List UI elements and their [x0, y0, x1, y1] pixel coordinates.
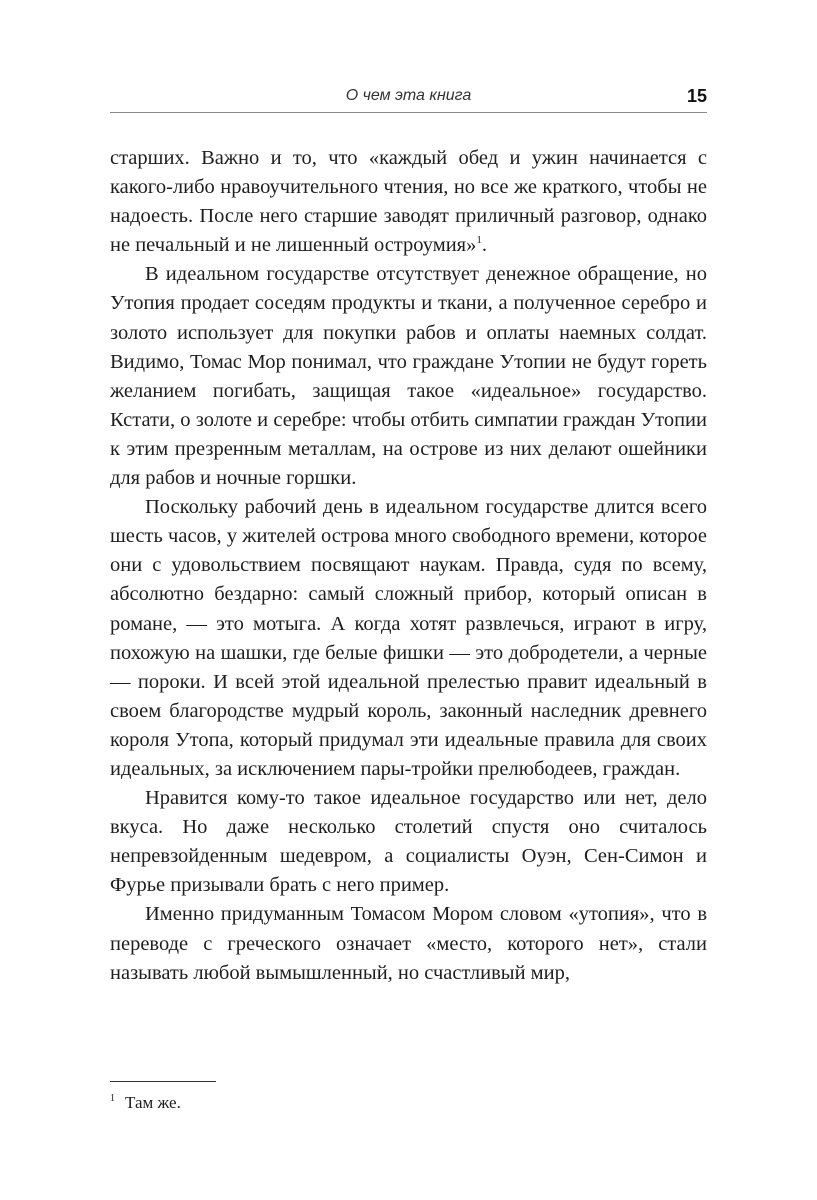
- body-text: [110, 144, 707, 988]
- paragraph-1: [110, 144, 707, 260]
- footnote-text: Там же.: [125, 1093, 181, 1112]
- paragraph-1-text: старших. Важно и то, что «каждый обед и ужин начинается с какого-либо нравоучительного чтения, но все же краткого, чтобы не надоесть. После него старшие заводят приличный разговор, однако не печальный и не лишенный остроумия»: [110, 147, 707, 257]
- footnote: [110, 1092, 181, 1114]
- footnote-marker: 1: [110, 1093, 115, 1105]
- paragraph-1-trailing: .: [481, 234, 487, 257]
- paragraph-4: Нравится кому-то такое идеальное государство или нет, дело вкуса. Но даже несколько столетий спустя оно считалось непревзойденным шедевром, а социалисты Оуэн, Сен-Симон и Фурье призывали брать с него пример.: [110, 787, 707, 897]
- page-number: 15: [686, 86, 707, 106]
- paragraph-3: Поскольку рабочий день в идеальном государстве длится всего шесть часов, у жителей острова много свободного времени, которое они с удовольствием посвящают наукам. Правда, судя по всему, абсолютно бездарно: самый сложный прибор, который описан в романе, — это мотыга. А когда хотят развлечься, играют в игру, похожую на шашки, где белые фишки — это добродетели, а черные — пороки. И всей этой идеальной прелестью правит идеальный в своем благородстве мудрый король, законный наследник древнего короля Утопа, который придумал эти идеальные правила для своих идеальных, за исключением пары-тройки прелюбодеев, граждан.: [110, 496, 707, 780]
- running-head: [110, 86, 707, 113]
- paragraph-5: Именно придуманным Томасом Мором словом «утопия», что в переводе с греческого означает «место, которого нет», стали называть любой вымышленный, но счастливый мир,: [110, 903, 707, 984]
- footnote-ref-1: 1: [476, 234, 482, 247]
- footnote-rule: [110, 1081, 216, 1082]
- running-title: О чем эта книга: [345, 87, 472, 104]
- paragraph-2: В идеальном государстве отсутствует денежное обращение, но Утопия продает соседям продукты и ткани, а полученное серебро и золото использует для покупки рабов и оплаты наемных солдат. Видимо, Томас Мор понимал, что граждане Утопии не будут гореть желанием погибать, защищая такое «идеальное» государство. Кстати, о золоте и серебре: чтобы отбить симпатии граждан Утопии к этим презренным металлам, на острове из них делают ошейники для рабов и ночные горшки.: [110, 263, 707, 490]
